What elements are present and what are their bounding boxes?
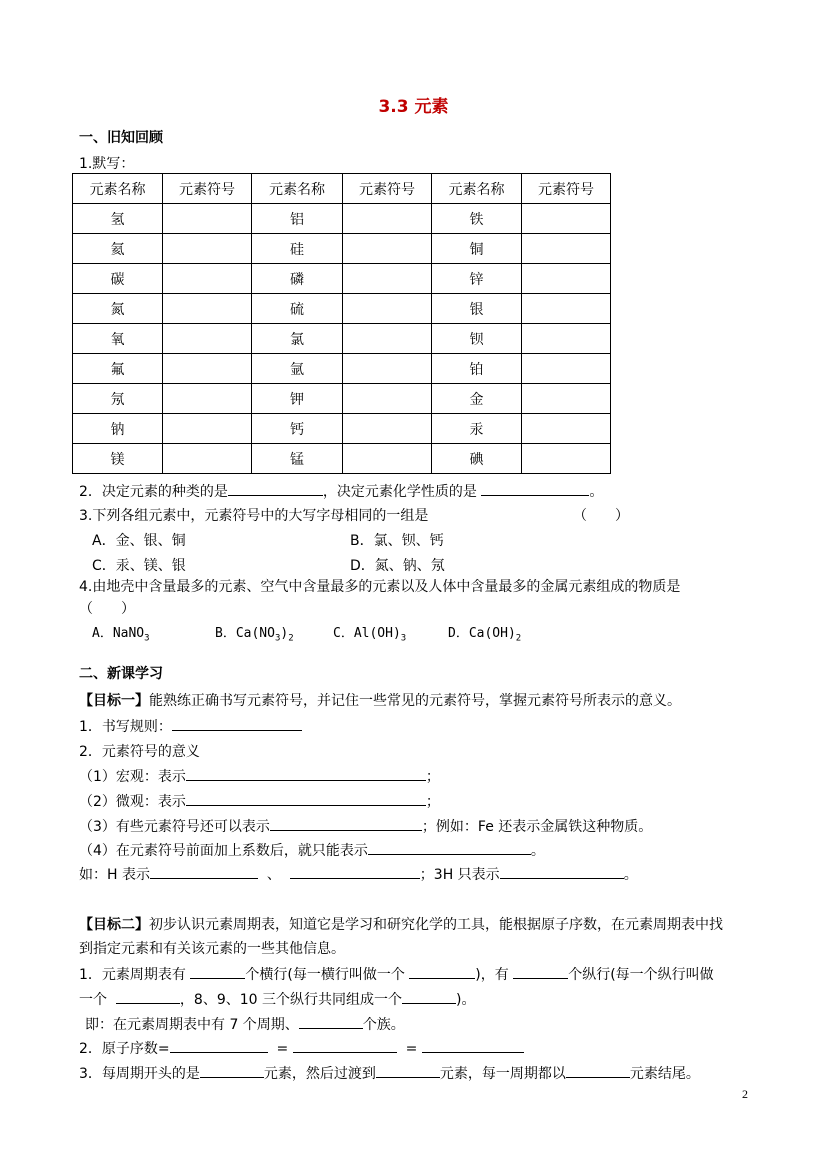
- element-name-cell: 氯: [252, 324, 343, 354]
- table-header: 元素名称: [432, 174, 522, 204]
- substance-blank[interactable]: [270, 816, 422, 831]
- 3h-blank[interactable]: [500, 864, 624, 879]
- section2-heading: 二、新课学习: [79, 666, 163, 682]
- element-name-cell: 磷: [252, 264, 343, 294]
- table-header: 元素名称: [252, 174, 343, 204]
- micro-line: （2）微观：表示 ；: [79, 791, 440, 811]
- table-row: [73, 294, 611, 324]
- q3-paren: （ ）: [573, 508, 629, 524]
- period-line-2: 一个 ，8、9、10 三个纵行共同组成一个 )。: [79, 989, 475, 1009]
- element-name-cell: 钡: [432, 324, 522, 354]
- macro-label: （1）宏观：表示: [79, 769, 186, 785]
- substance-line: （3）有些元素符号还可以表示 ；例如：Fe 还表示金属铁这种物质。: [79, 816, 652, 836]
- element-symbol-cell[interactable]: [163, 414, 252, 444]
- example-line: 如：H 表示 、 ；3H 只表示 。: [79, 864, 638, 884]
- element-name-cell: 钙: [252, 414, 343, 444]
- h-blank-2[interactable]: [290, 864, 420, 879]
- element-symbol-cell[interactable]: [343, 354, 432, 384]
- q2-text-c: 。: [589, 484, 604, 500]
- table-row: [73, 234, 611, 264]
- micro-blank[interactable]: [186, 791, 426, 806]
- table-row: [73, 384, 611, 414]
- element-name-cell: 汞: [432, 414, 522, 444]
- element-symbol-cell[interactable]: [522, 384, 611, 414]
- element-symbol-cell[interactable]: [522, 264, 611, 294]
- element-name-cell: 氩: [252, 354, 343, 384]
- element-symbol-cell[interactable]: [163, 444, 252, 474]
- table-header-row: [73, 174, 611, 204]
- period-line-1: 1．元素周期表有 个横行(每一横行叫做一个 )，有 个纵行(每一个纵行叫做: [79, 964, 714, 984]
- element-name-cell: 铁: [432, 204, 522, 234]
- table-row: [73, 444, 611, 474]
- q3-option-b[interactable]: B．氯、钡、钙: [350, 533, 444, 549]
- macro-blank[interactable]: [186, 766, 426, 781]
- page-title: 3.3 元素: [378, 97, 449, 117]
- table-row: [73, 414, 611, 444]
- element-name-cell: 铂: [432, 354, 522, 384]
- element-symbol-cell[interactable]: [163, 264, 252, 294]
- element-table: [72, 173, 611, 474]
- element-symbol-cell[interactable]: [343, 324, 432, 354]
- table-header: 元素符号: [343, 174, 432, 204]
- section1-heading: 一、旧知回顾: [79, 130, 163, 146]
- element-name-cell: 硫: [252, 294, 343, 324]
- coefficient-blank[interactable]: [368, 840, 531, 855]
- goal1-text: 能熟练正确书写元素符号，并记住一些常见的元素符号，掌握元素符号所表示的意义。: [149, 693, 681, 709]
- period-start-line: 3．每周期开头的是 元素，然后过渡到 元素，每一周期都以 元素结尾。: [79, 1063, 700, 1083]
- element-symbol-cell[interactable]: [163, 384, 252, 414]
- element-symbol-cell[interactable]: [343, 384, 432, 414]
- element-name-cell: 氖: [73, 384, 163, 414]
- element-name-cell: 镁: [73, 444, 163, 474]
- element-symbol-cell[interactable]: [522, 294, 611, 324]
- element-name-cell: 锰: [252, 444, 343, 474]
- element-symbol-cell[interactable]: [163, 294, 252, 324]
- element-name-cell: 硅: [252, 234, 343, 264]
- rule-label: 1．书写规则：: [79, 719, 172, 735]
- end-blank[interactable]: [566, 1063, 630, 1078]
- element-symbol-cell[interactable]: [163, 234, 252, 264]
- element-symbol-cell[interactable]: [343, 264, 432, 294]
- q1-label: 1.默写：: [79, 156, 135, 172]
- q4-option-a[interactable]: A．NaNO$_3$: [92, 626, 150, 644]
- columns-blank[interactable]: [513, 964, 568, 979]
- q4-text: 4.由地壳中含量最多的元素、空气中含量最多的元素以及人体中含量最多的金属元素组成的物质是: [79, 579, 681, 595]
- q4-option-d[interactable]: D．$Ca(OH)_2$: [448, 626, 522, 644]
- element-symbol-cell[interactable]: [343, 234, 432, 264]
- element-name-cell: 金: [432, 384, 522, 414]
- goal1-tag: 【目标一】: [79, 693, 149, 709]
- goal2-text: 初步认识元素周期表，知道它是学习和研究化学的工具，能根据原子序数，在元素周期表中找: [149, 917, 723, 933]
- element-name-cell: 氟: [73, 354, 163, 384]
- q3-option-c[interactable]: C．汞、镁、银: [92, 558, 186, 574]
- q4-option-b[interactable]: B．$Ca(NO_3)_2$: [215, 626, 294, 644]
- goal1: [79, 690, 681, 710]
- q2-blank-1[interactable]: [228, 481, 323, 496]
- element-symbol-cell[interactable]: [343, 294, 432, 324]
- element-symbol-cell[interactable]: [522, 324, 611, 354]
- group8-blank[interactable]: [402, 989, 456, 1004]
- element-symbol-cell[interactable]: [343, 414, 432, 444]
- element-symbol-cell[interactable]: [522, 444, 611, 474]
- h-blank-1[interactable]: [150, 864, 258, 879]
- rule-blank[interactable]: [172, 716, 302, 731]
- goal2: [79, 914, 723, 934]
- page-number: 2: [742, 1087, 748, 1101]
- element-name-cell: 钠: [73, 414, 163, 444]
- element-name-cell: 氢: [73, 204, 163, 234]
- atomic-blank-1[interactable]: [170, 1038, 268, 1053]
- element-name-cell: 锌: [432, 264, 522, 294]
- period-line-3: 即：在元素周期表中有 7 个周期、 个族。: [85, 1014, 405, 1034]
- element-name-cell: 氧: [73, 324, 163, 354]
- element-name-cell: 氦: [73, 234, 163, 264]
- element-symbol-cell[interactable]: [522, 354, 611, 384]
- element-symbol-cell[interactable]: [163, 204, 252, 234]
- element-name-cell: 银: [432, 294, 522, 324]
- q2-blank-2[interactable]: [481, 481, 589, 496]
- goal2-tag: 【目标二】: [79, 917, 149, 933]
- element-symbol-cell[interactable]: [163, 324, 252, 354]
- element-name-cell: 铜: [432, 234, 522, 264]
- atomic-number-line: 2．原子序数= = =: [79, 1038, 524, 1058]
- goal2-text-2: 到指定元素和有关该元素的一些其他信息。: [79, 941, 345, 957]
- rows-blank[interactable]: [190, 964, 245, 979]
- table-header: 元素符号: [522, 174, 611, 204]
- q2-text-b: ，决定元素化学性质的是: [322, 484, 477, 500]
- meaning-heading: 2．元素符号的意义: [79, 744, 200, 760]
- macro-line: （1）宏观：表示 ；: [79, 766, 440, 786]
- q3-text: 3.下列各组元素中，元素符号中的大写字母相同的一组是: [79, 508, 429, 524]
- table-row: [73, 204, 611, 234]
- transition-blank[interactable]: [376, 1063, 440, 1078]
- table-header: 元素名称: [73, 174, 163, 204]
- q4-option-c[interactable]: C．$Al(OH)_3$: [333, 626, 407, 644]
- element-name-cell: 碘: [432, 444, 522, 474]
- table-row: [73, 264, 611, 294]
- q2: [79, 481, 603, 501]
- coefficient-label: （4）在元素符号前面加上系数后，就只能表示: [79, 843, 368, 859]
- rule-line: [79, 716, 302, 736]
- coefficient-line: （4）在元素符号前面加上系数后，就只能表示 。: [79, 840, 545, 860]
- groups-count-blank[interactable]: [299, 1014, 363, 1029]
- element-name-cell: 氮: [73, 294, 163, 324]
- element-name-cell: 钾: [252, 384, 343, 414]
- table-row: [73, 324, 611, 354]
- element-name-cell: 铝: [252, 204, 343, 234]
- q3-option-a[interactable]: A．金、银、铜: [92, 533, 186, 549]
- start-blank[interactable]: [200, 1063, 264, 1078]
- period-blank[interactable]: [409, 964, 475, 979]
- element-symbol-cell[interactable]: [343, 444, 432, 474]
- q3-option-d[interactable]: D．氮、钠、氖: [350, 558, 445, 574]
- element-symbol-cell[interactable]: [522, 204, 611, 234]
- table-header: 元素符号: [163, 174, 252, 204]
- table-row: [73, 354, 611, 384]
- micro-label: （2）微观：表示: [79, 794, 186, 810]
- element-name-cell: 碳: [73, 264, 163, 294]
- q4-paren: （ ）: [79, 601, 135, 617]
- q2-text-a: 2．决定元素的种类的是: [79, 484, 228, 500]
- group-blank[interactable]: [116, 989, 180, 1004]
- atomic-blank-3[interactable]: [422, 1038, 524, 1053]
- atomic-blank-2[interactable]: [293, 1038, 397, 1053]
- substance-label: （3）有些元素符号还可以表示: [79, 819, 270, 835]
- element-symbol-cell[interactable]: [163, 354, 252, 384]
- element-symbol-cell[interactable]: [343, 204, 432, 234]
- element-symbol-cell[interactable]: [522, 414, 611, 444]
- element-symbol-cell[interactable]: [522, 234, 611, 264]
